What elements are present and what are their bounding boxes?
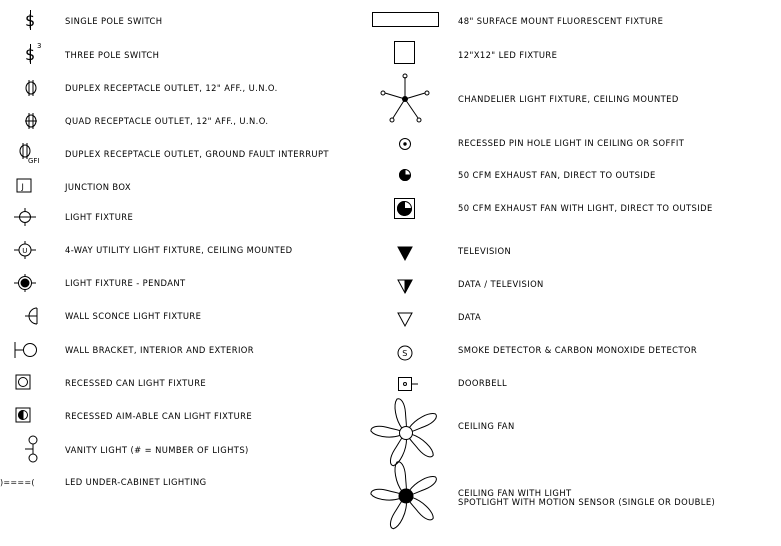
duplex-receptacle-icon — [22, 78, 42, 98]
led-under-cabinet-label: LED UNDER-CABINET LIGHTING — [65, 477, 207, 487]
smoke-co-detector-label: SMOKE DETECTOR & CARBON MONOXIDE DETECTOR — [458, 345, 698, 355]
exhaust-fan-label: 50 CFM EXHAUST FAN, DIRECT TO OUTSIDE — [458, 170, 656, 180]
pendant-light-icon — [13, 273, 37, 293]
duplex-receptacle-label: DUPLEX RECEPTACLE OUTLET, 12" AFF., U.N.O. — [65, 83, 278, 93]
recessed-aimable-can-icon — [14, 406, 34, 426]
data-television-icon — [395, 276, 415, 296]
ceiling-fan-label: CEILING FAN — [458, 421, 515, 431]
wall-sconce-icon — [22, 306, 42, 326]
gfi-receptacle-label: DUPLEX RECEPTACLE OUTLET, GROUND FAULT INTERRUPT — [65, 149, 329, 159]
recessed-aimable-can-label: RECESSED AIM-ABLE CAN LIGHT FIXTURE — [65, 411, 253, 421]
single-pole-switch-icon — [22, 10, 42, 32]
gfi-text: GFI — [28, 157, 40, 165]
data-label: DATA — [458, 312, 482, 322]
data-television-label: DATA / TELEVISION — [458, 279, 544, 289]
led-fixture-label: 12"X12" LED FIXTURE — [458, 50, 558, 60]
wall-sconce-label: WALL SCONCE LIGHT FIXTURE — [65, 311, 202, 321]
quad-receptacle-label: QUAD RECEPTACLE OUTLET, 12" AFF., U.N.O. — [65, 116, 269, 126]
recessed-can-label: RECESSED CAN LIGHT FIXTURE — [65, 378, 207, 388]
led-under-cabinet-icon — [0, 475, 48, 491]
three-pole-switch-label: THREE POLE SWITCH — [65, 50, 160, 60]
vanity-light-icon — [22, 434, 46, 464]
recessed-can-icon — [14, 373, 34, 393]
utility-light-icon — [13, 240, 37, 260]
chandelier-icon — [378, 72, 434, 126]
led-fixture-icon — [393, 40, 417, 66]
utility-light-label: 4-WAY UTILITY LIGHT FIXTURE, CEILING MOUNTED — [65, 245, 293, 255]
single-pole-switch-label: SINGLE POLE SWITCH — [65, 16, 163, 26]
pin-hole-light-icon — [395, 134, 415, 154]
three-pole-switch-icon — [22, 40, 46, 64]
television-icon — [395, 243, 415, 263]
led-under-cabinet-glyph: )====( — [0, 478, 35, 487]
fluorescent-fixture-icon — [371, 11, 441, 29]
fluorescent-fixture-label: 48" SURFACE MOUNT FLUORESCENT FIXTURE — [458, 16, 664, 26]
smoke-co-detector-icon — [394, 342, 416, 364]
junction-box-text: J — [21, 182, 24, 192]
smoke-detector-text: S — [402, 349, 408, 358]
svg-text:$: $ — [25, 11, 36, 30]
utility-light-text: U — [22, 246, 28, 255]
chandelier-label: CHANDELIER LIGHT FIXTURE, CEILING MOUNTED — [458, 94, 679, 104]
light-fixture-label: LIGHT FIXTURE — [65, 212, 134, 222]
doorbell-icon — [397, 375, 421, 395]
pendant-light-label: LIGHT FIXTURE - PENDANT — [65, 278, 186, 288]
doorbell-label: DOORBELL — [458, 378, 508, 388]
quad-receptacle-icon — [22, 111, 42, 131]
data-icon — [395, 309, 415, 329]
ceiling-fan-light-icon — [370, 458, 442, 534]
three-pole-superscript: 3 — [37, 42, 42, 50]
three-pole-dollar: $ — [25, 45, 36, 64]
television-label: TELEVISION — [458, 246, 512, 256]
ceiling-fan-light-label-line2: SPOTLIGHT WITH MOTION SENSOR (SINGLE OR DOUBLE) — [458, 497, 716, 507]
ceiling-fan-light-label: CEILING FAN WITH LIGHT — [458, 488, 572, 498]
gfi-receptacle-icon — [16, 141, 48, 167]
exhaust-fan-light-label: 50 CFM EXHAUST FAN WITH LIGHT, DIRECT TO OUTSIDE — [458, 203, 713, 213]
junction-box-icon — [15, 177, 35, 197]
wall-bracket-icon — [12, 340, 40, 360]
junction-box-label: JUNCTION BOX — [65, 182, 132, 192]
exhaust-fan-light-icon — [393, 197, 417, 221]
light-fixture-icon — [13, 207, 37, 227]
wall-bracket-label: WALL BRACKET, INTERIOR AND EXTERIOR — [65, 345, 255, 355]
pin-hole-light-label: RECESSED PIN HOLE LIGHT IN CEILING OR SOFFIT — [458, 138, 685, 148]
vanity-light-label: VANITY LIGHT (# = NUMBER OF LIGHTS) — [65, 445, 249, 455]
exhaust-fan-icon — [395, 165, 415, 185]
